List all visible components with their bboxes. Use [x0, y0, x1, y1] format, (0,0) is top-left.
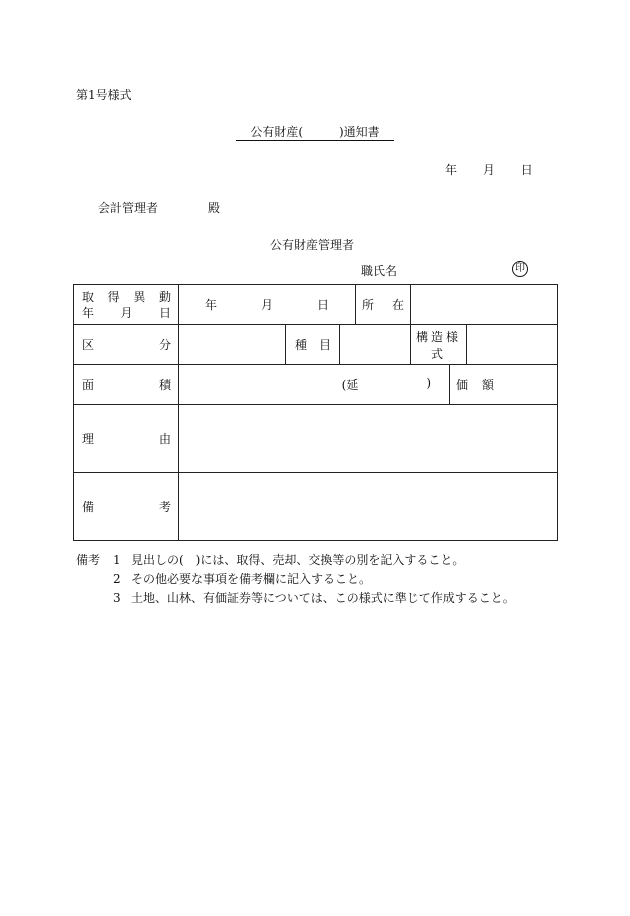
type-label: [286, 325, 340, 365]
category-field[interactable]: [179, 325, 286, 365]
row-reason: [74, 405, 558, 473]
addressee-name: 会計管理者: [98, 201, 159, 215]
note-text: 土地、山林、有価証券等については、この様式に準じて作成すること。: [131, 591, 515, 605]
date-year: 年: [445, 163, 458, 177]
label-char: 積: [158, 378, 171, 392]
issue-date: [445, 161, 533, 178]
label-char: 考: [158, 500, 171, 514]
document-title-text: 公有財産( )通知書: [236, 125, 393, 141]
label-char: 目: [318, 338, 331, 352]
field-day: 日: [317, 298, 330, 312]
label-char: 動: [158, 289, 171, 304]
remarks-label: [74, 473, 179, 541]
label-char: 異: [133, 289, 146, 304]
note-text: その他必要な事項を備考欄に記入すること。: [131, 572, 372, 586]
label-char: 額: [482, 378, 495, 392]
reason-label: [74, 405, 179, 473]
field-year: 年: [204, 298, 217, 312]
notes-label: 備考: [76, 553, 101, 567]
label-char: 分: [158, 338, 171, 352]
form-number: 第1号様式: [76, 88, 132, 102]
label-char: 月: [120, 305, 133, 320]
row-acquisition: [74, 285, 558, 325]
reason-field[interactable]: [179, 405, 558, 473]
location-label: [356, 285, 411, 325]
label-char: 由: [158, 432, 171, 446]
field-month: 月: [261, 298, 274, 312]
note-number: 2: [113, 572, 121, 586]
structure-label: [411, 325, 467, 365]
category-label: [74, 325, 179, 365]
label-char: 価: [456, 378, 469, 392]
note-number: 3: [113, 591, 121, 605]
document-title: [0, 123, 630, 140]
row-category: [74, 325, 558, 365]
addressee: [98, 199, 220, 216]
label-char: 所: [362, 298, 375, 312]
notification-form-table: [73, 284, 558, 541]
acquisition-date-field[interactable]: [179, 285, 356, 325]
extended-area-close: ): [426, 376, 432, 390]
note-item: [76, 551, 515, 570]
location-field[interactable]: [411, 285, 558, 325]
area-field[interactable]: [179, 365, 450, 405]
notes-section: [76, 551, 515, 608]
note-item: [76, 589, 515, 608]
date-month: 月: [482, 163, 495, 177]
label-char: 種: [295, 338, 308, 352]
label-char: 理: [82, 432, 95, 446]
sender-name-label: 職氏名: [361, 264, 398, 278]
price-label: [450, 365, 558, 405]
label-char: 年: [82, 305, 95, 320]
row-area: [74, 365, 558, 405]
type-field[interactable]: [340, 325, 411, 365]
area-label: [74, 365, 179, 405]
addressee-honorific: 殿: [208, 201, 221, 215]
label-char: 取: [82, 289, 95, 304]
structure-field[interactable]: [467, 325, 558, 365]
label-char: 区: [82, 338, 95, 352]
note-text: 見出しの( )には、取得、売却、交換等の別を記入すること。: [131, 553, 465, 567]
extended-area-open: (延: [341, 378, 359, 392]
label-char: 備: [82, 500, 95, 514]
remarks-field[interactable]: [179, 473, 558, 541]
acquisition-date-label: [74, 285, 179, 325]
seal-mark-icon: 印: [512, 261, 528, 277]
label-text: 構造様式: [416, 329, 462, 361]
note-number: 1: [113, 553, 121, 567]
label-char: 日: [158, 305, 171, 320]
date-day: 日: [520, 163, 533, 177]
sender-title: 公有財産管理者: [270, 238, 355, 252]
note-item: [76, 570, 515, 589]
label-char: 在: [392, 298, 405, 312]
row-remarks: [74, 473, 558, 541]
label-char: 面: [82, 378, 95, 392]
label-char: 得: [107, 289, 120, 304]
